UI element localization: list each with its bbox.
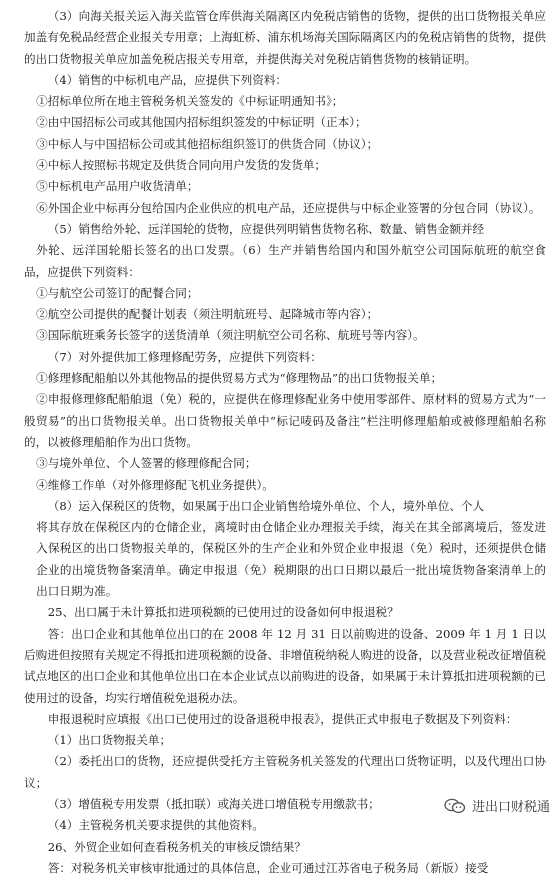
paragraph: （3）向海关报关运入海关监管仓库供海关隔离区内免税店销售的货物，提供的出口货物报关单应加盖有免税品经营企业报关专用章；上海虹桥、浦东机场海关国际隔离区内的免税店销售的货物，提供的出口货物报关单应加盖免税店报关专用章，并提供海关对免税店销售货物的核销证明。 xyxy=(24,9,546,66)
paragraph: （5）销售给外轮、远洋国轮的货物，应提供列明销售货物名称、数量、销售金额并经 xyxy=(47,221,485,236)
paragraph: （3）增值税专用发票（抵扣联）或海关进口增值税专用缴款书； xyxy=(47,796,380,811)
paragraph: ②航空公司提供的配餐计划表（须注明航班号、起降城市等内容）； xyxy=(36,307,379,322)
paragraph: （4）主管税务机关要求提供的其他资料。 xyxy=(47,818,264,833)
paragraph: 25、出口属于未计算抵扣进项税额的已使用过的设备如何申报退税？ xyxy=(47,605,399,620)
paragraph: 答：出口企业和其他单位出口的在 2008 年 12 月 31 日以前购进的设备、2009 年 1 月 1 日以后购进但按照有关规定不得抵扣进项税额的设备、非增值税纳税人购进的设备，以及营业税改征增值税试点地区的出口企业和其他单位出口在本企业试点以前购进的设备，如果属于未计算抵扣进项税额的已使用过的设备，均实行增值税免退税办法。 xyxy=(24,626,546,705)
paragraph: 26、外贸企业如何查看税务机关的审核反馈结果？ xyxy=(47,839,306,854)
watermark xyxy=(444,796,550,815)
paragraph: ⑥外国企业中标再分包给国内企业供应的机电产品，还应提供与中标企业签署的分包合同（协议）。 xyxy=(36,200,541,215)
paragraph: 将其存放在保税区内的仓储企业，离境时由仓储企业办理报关手续，海关在其全部离境后，签发进入保税区的出口货物报关单的，保税区外的生产企业和外贸企业申报退（免）税时，还须提供仓储企业的出境货物备案清单。确定申报退（免）税期限的出口日期以最后一批出境货物备案清单上的出口日期为准。 xyxy=(36,520,546,599)
paragraph: （4）销售的中标机电产品，应提供下列资料： xyxy=(47,72,288,87)
paragraph: 外轮、远洋国轮船长签名的出口发票。（6）生产并销售给国内和国外航空公司国际航班的航空食品，应提供下列资料： xyxy=(24,243,546,279)
paragraph: ①修理修配船舶以外其他物品的提供贸易方式为“修理物品”的出口货物报关单； xyxy=(36,371,443,386)
document-body xyxy=(24,6,546,879)
paragraph: ②由中国招标公司或其他国内招标组织签发的中标证明（正本）； xyxy=(36,115,367,130)
paragraph: （2）委托出口的货物，还应提供受托方主管税务机关签发的代理出口货物证明，以及代理出口协议； xyxy=(24,754,546,790)
watermark-label: 进出口财税通 xyxy=(471,800,550,815)
wechat-icon xyxy=(444,798,466,814)
paragraph: 申报退税时应填报《出口已使用过的设备退税申报表》，提供正式申报电子数据及下列资料： xyxy=(47,711,518,726)
paragraph: ①招标单位所在地主管税务机关签发的《中标证明通知书》； xyxy=(36,94,344,109)
paragraph: ③与境外单位、个人签署的修理修配合同； xyxy=(36,456,257,471)
paragraph: （1）出口货物报关单； xyxy=(47,733,172,748)
paragraph: ①与航空公司签订的配餐合同； xyxy=(36,285,199,300)
paragraph: ②申报修理修配船舶退（免）税的，应提供在修理修配业务中使用零部件、原材料的贸易方式为“一般贸易”的出口货物报关单。出口货物报关单中“标记唛码及备注”栏注明修理船舶或被修理船舶名称的，以被修理船舶作为出口货物。 xyxy=(24,392,546,449)
paragraph: ④维修工作单（对外修理修配飞机业务提供）。 xyxy=(36,477,274,492)
paragraph: ⑤中标机电产品用户收货清单； xyxy=(36,179,199,194)
paragraph: 答：对税务机关审核审批通过的具体信息，企业可通过江苏省电子税务局（新版）接受 xyxy=(47,860,489,875)
paragraph: ④中标人按照标书规定及供货合同向用户发货的发货单； xyxy=(36,158,327,173)
paragraph: ③国际航班乘务长签字的送货清单（须注明航空公司名称、航班号等内容）。 xyxy=(36,328,425,343)
paragraph: ③中标人与中国招标公司或其他招标组织签订的供货合同（协议）； xyxy=(36,136,379,151)
paragraph: （8）运入保税区的货物，如果属于出口企业销售给境外单位、个人，境外单位、个人 xyxy=(47,498,485,513)
paragraph: （7）对外提供加工修理修配劳务，应提供下列资料： xyxy=(47,349,322,364)
